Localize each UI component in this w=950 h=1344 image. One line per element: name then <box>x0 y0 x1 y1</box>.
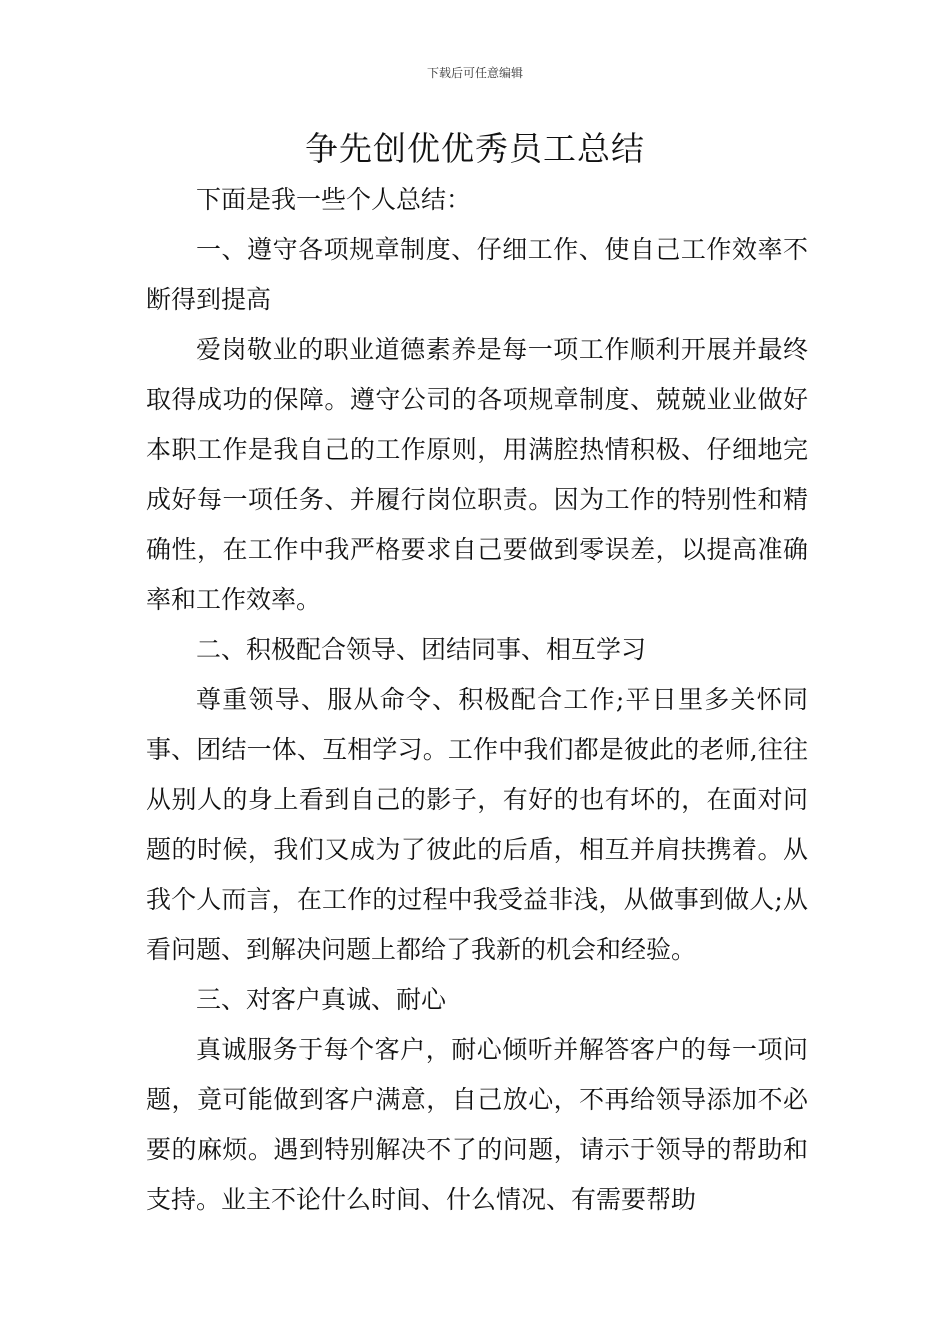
section-body-1: 爱岗敬业的职业道德素养是每一项工作顺利开展并最终取得成功的保障。遵守公司的各项规章制度、兢兢业业做好本职工作是我自己的工作原则，用满腔热情积极、仔细地完成好每一项任务、并履行岗位职责。因为工作的特别性和精确性，在工作中我严格要求自己要做到零误差，以提高准确率和工作效率。 <box>146 335 808 614</box>
document-body <box>146 175 808 1225</box>
page-header-note: 下载后可任意编辑 <box>426 66 523 80</box>
section-body-3: 真诚服务于每个客户，耐心倾听并解答客户的每一项问题，竟可能做到客户满意，自己放心，不再给领导添加不必要的麻烦。遇到特别解决不了的问题，请示于领导的帮助和支持。业主不论什么时间、什么情况、有需要帮助 <box>146 1035 808 1214</box>
section-heading-1: 一、遵守各项规章制度、仔细工作、使自己工作效率不断得到提高 <box>146 235 808 314</box>
section-heading-3: 三、对客户真诚、耐心 <box>196 985 447 1014</box>
section-heading-2: 二、积极配合领导、团结同事、相互学习 <box>196 635 647 664</box>
section-body-2: 尊重领导、服从命令、积极配合工作;平日里多关怀同事、团结一体、互相学习。工作中我们都是彼此的老师,往往从别人的身上看到自己的影子，有好的也有坏的，在面对问题的时候，我们又成为了彼此的后盾，相互并肩扶携着。从我个人而言，在工作的过程中我受益非浅，从做事到做人;从看问题、到解决问题上都给了我新的机会和经验。 <box>146 685 808 964</box>
intro-paragraph: 下面是我一些个人总结： <box>196 185 472 214</box>
document-title: 争先创优优秀员工总结 <box>305 129 645 168</box>
